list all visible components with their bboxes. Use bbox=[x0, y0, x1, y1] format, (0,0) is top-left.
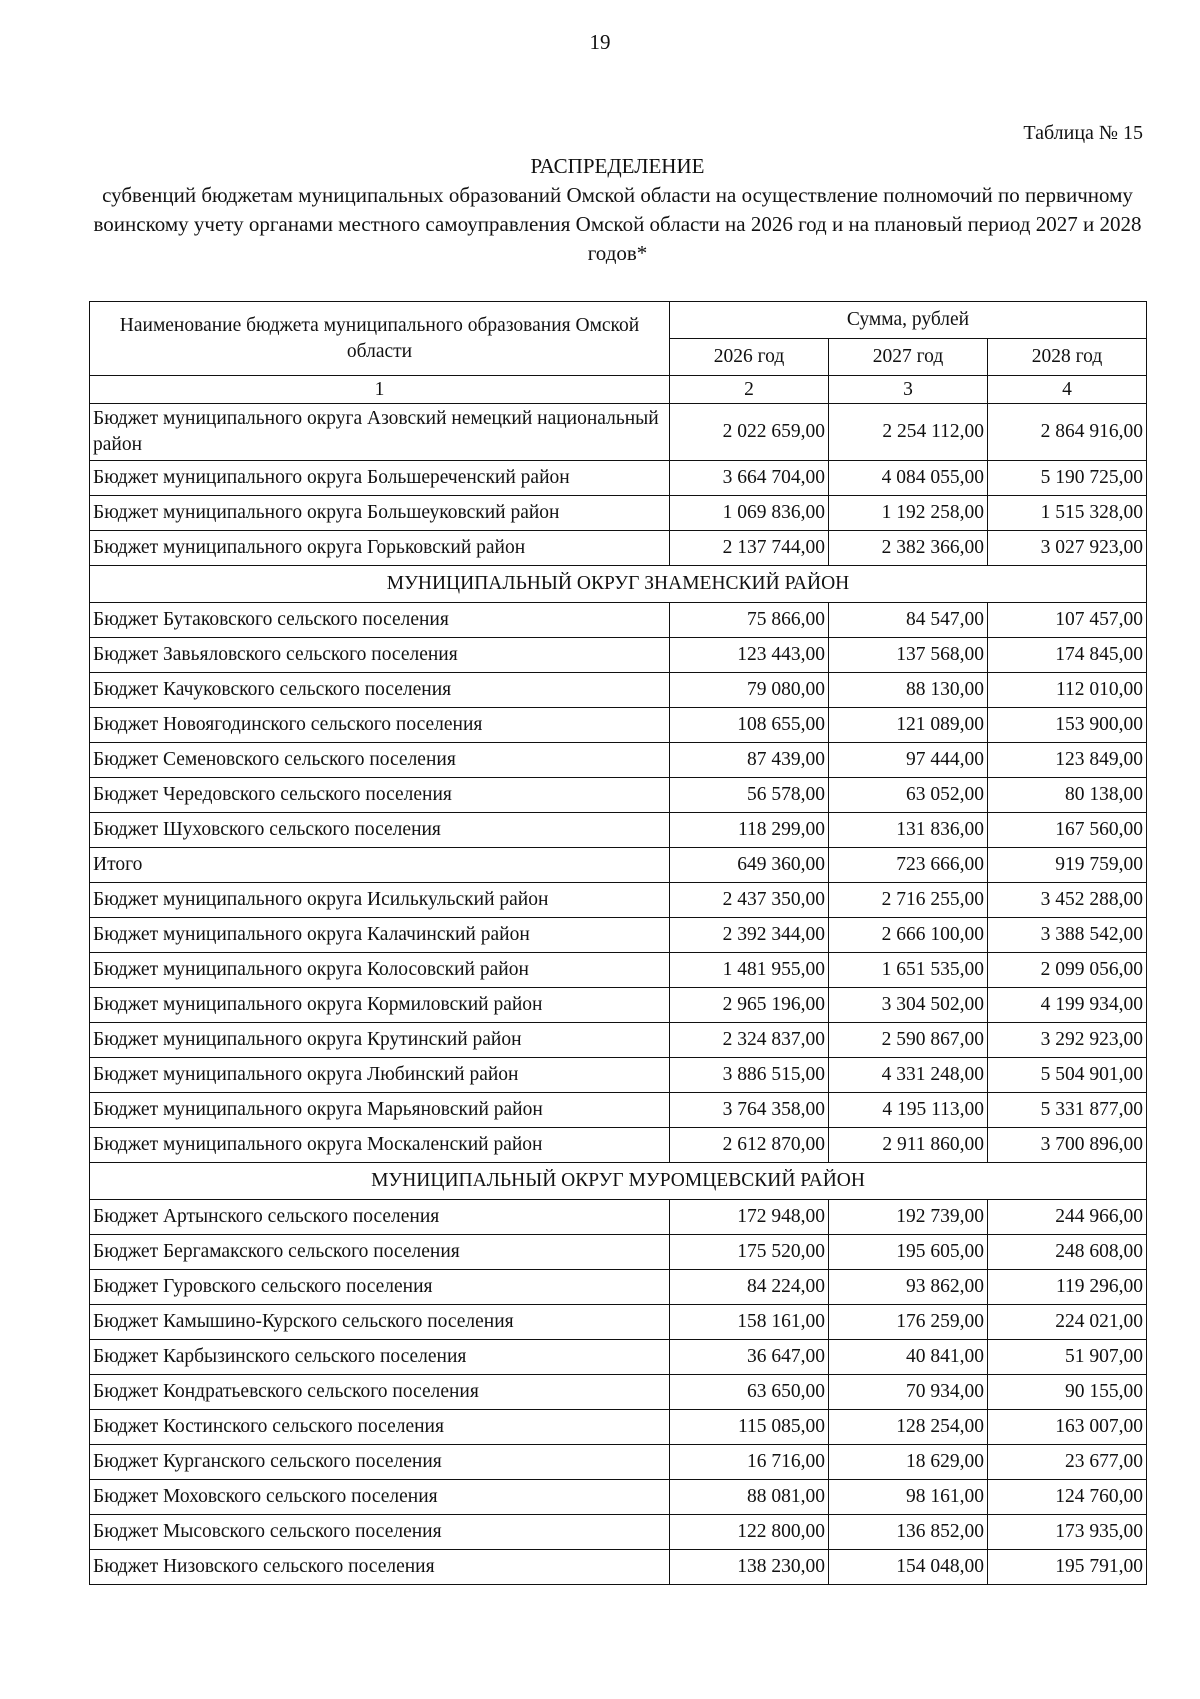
table-row bbox=[90, 743, 1147, 778]
budget-name-cell: Бюджет Кондратьевского сельского поселения bbox=[90, 1375, 670, 1410]
amount-2026-cell: 123 443,00 bbox=[670, 638, 829, 673]
table-row bbox=[90, 1200, 1147, 1235]
table-row bbox=[90, 1410, 1147, 1445]
amount-2028-cell: 174 845,00 bbox=[988, 638, 1147, 673]
amount-2027-cell: 70 934,00 bbox=[829, 1375, 988, 1410]
header-year-2026: 2026 год bbox=[670, 339, 829, 376]
amount-2026-cell: 649 360,00 bbox=[670, 848, 829, 883]
table-row bbox=[90, 918, 1147, 953]
amount-2028-cell: 163 007,00 bbox=[988, 1410, 1147, 1445]
budget-name-cell: Итого bbox=[90, 848, 670, 883]
amount-2026-cell: 2 137 744,00 bbox=[670, 531, 829, 566]
budget-name-cell: Бюджет Качуковского сельского поселения bbox=[90, 673, 670, 708]
amount-2028-cell: 23 677,00 bbox=[988, 1445, 1147, 1480]
amount-2027-cell: 195 605,00 bbox=[829, 1235, 988, 1270]
amount-2028-cell: 124 760,00 bbox=[988, 1480, 1147, 1515]
amount-2028-cell: 3 452 288,00 bbox=[988, 883, 1147, 918]
amount-2026-cell: 2 022 659,00 bbox=[670, 404, 829, 461]
table-row bbox=[90, 778, 1147, 813]
amount-2026-cell: 2 392 344,00 bbox=[670, 918, 829, 953]
amount-2027-cell: 93 862,00 bbox=[829, 1270, 988, 1305]
amount-2028-cell: 248 608,00 bbox=[988, 1235, 1147, 1270]
amount-2028-cell: 173 935,00 bbox=[988, 1515, 1147, 1550]
table-row bbox=[90, 708, 1147, 743]
amount-2026-cell: 108 655,00 bbox=[670, 708, 829, 743]
budget-name-cell: Бюджет Бергамакского сельского поселения bbox=[90, 1235, 670, 1270]
table-row bbox=[90, 496, 1147, 531]
subvention-table bbox=[89, 301, 1147, 1585]
amount-2028-cell: 3 700 896,00 bbox=[988, 1128, 1147, 1163]
amount-2026-cell: 87 439,00 bbox=[670, 743, 829, 778]
budget-name-cell: Бюджет муниципального округа Исилькульский район bbox=[90, 883, 670, 918]
table-row bbox=[90, 1270, 1147, 1305]
amount-2026-cell: 36 647,00 bbox=[670, 1340, 829, 1375]
amount-2028-cell: 80 138,00 bbox=[988, 778, 1147, 813]
amount-2027-cell: 1 651 535,00 bbox=[829, 953, 988, 988]
amount-2026-cell: 88 081,00 bbox=[670, 1480, 829, 1515]
column-index: 1 bbox=[90, 376, 670, 404]
section-row bbox=[90, 1163, 1147, 1200]
amount-2026-cell: 75 866,00 bbox=[670, 603, 829, 638]
budget-name-cell: Бюджет Курганского сельского поселения bbox=[90, 1445, 670, 1480]
amount-2028-cell: 112 010,00 bbox=[988, 673, 1147, 708]
amount-2027-cell: 723 666,00 bbox=[829, 848, 988, 883]
amount-2027-cell: 131 836,00 bbox=[829, 813, 988, 848]
amount-2028-cell: 153 900,00 bbox=[988, 708, 1147, 743]
table-row bbox=[90, 1058, 1147, 1093]
amount-2027-cell: 192 739,00 bbox=[829, 1200, 988, 1235]
amount-2028-cell: 1 515 328,00 bbox=[988, 496, 1147, 531]
amount-2028-cell: 119 296,00 bbox=[988, 1270, 1147, 1305]
amount-2027-cell: 2 254 112,00 bbox=[829, 404, 988, 461]
document-title bbox=[90, 152, 1145, 268]
amount-2026-cell: 84 224,00 bbox=[670, 1270, 829, 1305]
amount-2027-cell: 2 911 860,00 bbox=[829, 1128, 988, 1163]
budget-name-cell: Бюджет Костинского сельского поселения bbox=[90, 1410, 670, 1445]
amount-2028-cell: 90 155,00 bbox=[988, 1375, 1147, 1410]
amount-2028-cell: 5 331 877,00 bbox=[988, 1093, 1147, 1128]
amount-2028-cell: 2 864 916,00 bbox=[988, 404, 1147, 461]
amount-2026-cell: 2 965 196,00 bbox=[670, 988, 829, 1023]
table-row bbox=[90, 638, 1147, 673]
amount-2028-cell: 244 966,00 bbox=[988, 1200, 1147, 1235]
amount-2027-cell: 63 052,00 bbox=[829, 778, 988, 813]
budget-name-cell: Бюджет Чередовского сельского поселения bbox=[90, 778, 670, 813]
amount-2027-cell: 98 161,00 bbox=[829, 1480, 988, 1515]
amount-2028-cell: 224 021,00 bbox=[988, 1305, 1147, 1340]
budget-name-cell: Бюджет муниципального округа Любинский район bbox=[90, 1058, 670, 1093]
amount-2028-cell: 5 190 725,00 bbox=[988, 461, 1147, 496]
header-budget-name: Наименование бюджета муниципального образования Омской области bbox=[90, 302, 670, 376]
amount-2028-cell: 107 457,00 bbox=[988, 603, 1147, 638]
table-row bbox=[90, 603, 1147, 638]
table-row bbox=[90, 1093, 1147, 1128]
table-row bbox=[90, 1515, 1147, 1550]
amount-2027-cell: 128 254,00 bbox=[829, 1410, 988, 1445]
amount-2026-cell: 3 764 358,00 bbox=[670, 1093, 829, 1128]
amount-2026-cell: 3 664 704,00 bbox=[670, 461, 829, 496]
table-row bbox=[90, 1023, 1147, 1058]
budget-name-cell: Бюджет Карбызинского сельского поселения bbox=[90, 1340, 670, 1375]
header-year-2027: 2027 год bbox=[829, 339, 988, 376]
amount-2027-cell: 154 048,00 bbox=[829, 1550, 988, 1585]
header-year-2028: 2028 год bbox=[988, 339, 1147, 376]
amount-2028-cell: 2 099 056,00 bbox=[988, 953, 1147, 988]
budget-name-cell: Бюджет Гуровского сельского поселения bbox=[90, 1270, 670, 1305]
amount-2027-cell: 3 304 502,00 bbox=[829, 988, 988, 1023]
budget-name-cell: Бюджет Новоягодинского сельского поселения bbox=[90, 708, 670, 743]
amount-2026-cell: 122 800,00 bbox=[670, 1515, 829, 1550]
title-heading: РАСПРЕДЕЛЕНИЕ bbox=[530, 154, 705, 178]
amount-2026-cell: 118 299,00 bbox=[670, 813, 829, 848]
amount-2027-cell: 2 666 100,00 bbox=[829, 918, 988, 953]
amount-2028-cell: 3 388 542,00 bbox=[988, 918, 1147, 953]
page-number: 19 bbox=[589, 30, 611, 54]
budget-name-cell: Бюджет Камышино-Курского сельского поселения bbox=[90, 1305, 670, 1340]
table-label: Таблица № 15 bbox=[1023, 122, 1143, 144]
amount-2027-cell: 137 568,00 bbox=[829, 638, 988, 673]
table-body bbox=[90, 404, 1147, 1585]
amount-2028-cell: 3 027 923,00 bbox=[988, 531, 1147, 566]
table-row bbox=[90, 1340, 1147, 1375]
amount-2027-cell: 136 852,00 bbox=[829, 1515, 988, 1550]
budget-name-cell: Бюджет Бутаковского сельского поселения bbox=[90, 603, 670, 638]
amount-2026-cell: 63 650,00 bbox=[670, 1375, 829, 1410]
budget-name-cell: Бюджет муниципального округа Москаленский район bbox=[90, 1128, 670, 1163]
header-sum: Сумма, рублей bbox=[670, 302, 1147, 339]
amount-2028-cell: 195 791,00 bbox=[988, 1550, 1147, 1585]
table-row bbox=[90, 953, 1147, 988]
budget-name-cell: Бюджет муниципального округа Кормиловский район bbox=[90, 988, 670, 1023]
budget-name-cell: Бюджет муниципального округа Большеуковский район bbox=[90, 496, 670, 531]
budget-name-cell: Бюджет муниципального округа Калачинский район bbox=[90, 918, 670, 953]
amount-2028-cell: 123 849,00 bbox=[988, 743, 1147, 778]
column-index: 2 bbox=[670, 376, 829, 404]
amount-2027-cell: 88 130,00 bbox=[829, 673, 988, 708]
table-row bbox=[90, 1235, 1147, 1270]
amount-2028-cell: 919 759,00 bbox=[988, 848, 1147, 883]
amount-2027-cell: 2 590 867,00 bbox=[829, 1023, 988, 1058]
amount-2028-cell: 167 560,00 bbox=[988, 813, 1147, 848]
budget-name-cell: Бюджет Шуховского сельского поселения bbox=[90, 813, 670, 848]
amount-2027-cell: 40 841,00 bbox=[829, 1340, 988, 1375]
amount-2028-cell: 5 504 901,00 bbox=[988, 1058, 1147, 1093]
amount-2027-cell: 121 089,00 bbox=[829, 708, 988, 743]
amount-2026-cell: 1 481 955,00 bbox=[670, 953, 829, 988]
section-row bbox=[90, 566, 1147, 603]
amount-2027-cell: 4 331 248,00 bbox=[829, 1058, 988, 1093]
amount-2026-cell: 115 085,00 bbox=[670, 1410, 829, 1445]
amount-2026-cell: 3 886 515,00 bbox=[670, 1058, 829, 1093]
budget-name-cell: Бюджет Завьяловского сельского поселения bbox=[90, 638, 670, 673]
title-description: субвенций бюджетам муниципальных образований Омской области на осуществление полномочий по первичному воинскому учету органами местного самоуправления Омской области на 2026 год и на плановый период 2027 и 2028 годов* bbox=[93, 183, 1142, 265]
amount-2027-cell: 1 192 258,00 bbox=[829, 496, 988, 531]
amount-2027-cell: 97 444,00 bbox=[829, 743, 988, 778]
budget-name-cell: Бюджет Моховского сельского поселения bbox=[90, 1480, 670, 1515]
amount-2026-cell: 16 716,00 bbox=[670, 1445, 829, 1480]
table-row bbox=[90, 461, 1147, 496]
table-row bbox=[90, 813, 1147, 848]
amount-2027-cell: 2 716 255,00 bbox=[829, 883, 988, 918]
table-row bbox=[90, 1375, 1147, 1410]
budget-name-cell: Бюджет муниципального округа Большереченский район bbox=[90, 461, 670, 496]
amount-2026-cell: 79 080,00 bbox=[670, 673, 829, 708]
amount-2027-cell: 4 084 055,00 bbox=[829, 461, 988, 496]
amount-2027-cell: 2 382 366,00 bbox=[829, 531, 988, 566]
section-title: МУНИЦИПАЛЬНЫЙ ОКРУГ ЗНАМЕНСКИЙ РАЙОН bbox=[90, 566, 1147, 603]
budget-name-cell: Бюджет муниципального округа Горьковский район bbox=[90, 531, 670, 566]
table-row bbox=[90, 1128, 1147, 1163]
amount-2026-cell: 175 520,00 bbox=[670, 1235, 829, 1270]
table-row bbox=[90, 531, 1147, 566]
budget-name-cell: Бюджет муниципального округа Марьяновский район bbox=[90, 1093, 670, 1128]
amount-2026-cell: 1 069 836,00 bbox=[670, 496, 829, 531]
amount-2026-cell: 158 161,00 bbox=[670, 1305, 829, 1340]
table-row bbox=[90, 1480, 1147, 1515]
column-index: 4 bbox=[988, 376, 1147, 404]
table-row bbox=[90, 1550, 1147, 1585]
amount-2027-cell: 4 195 113,00 bbox=[829, 1093, 988, 1128]
table-row bbox=[90, 1445, 1147, 1480]
amount-2026-cell: 2 612 870,00 bbox=[670, 1128, 829, 1163]
budget-name-cell: Бюджет муниципального округа Азовский немецкий национальный район bbox=[90, 404, 670, 461]
amount-2026-cell: 2 324 837,00 bbox=[670, 1023, 829, 1058]
amount-2026-cell: 172 948,00 bbox=[670, 1200, 829, 1235]
table-row bbox=[90, 848, 1147, 883]
amount-2026-cell: 56 578,00 bbox=[670, 778, 829, 813]
budget-name-cell: Бюджет Мысовского сельского поселения bbox=[90, 1515, 670, 1550]
amount-2026-cell: 138 230,00 bbox=[670, 1550, 829, 1585]
amount-2028-cell: 51 907,00 bbox=[988, 1340, 1147, 1375]
table-row bbox=[90, 673, 1147, 708]
budget-name-cell: Бюджет муниципального округа Колосовский район bbox=[90, 953, 670, 988]
amount-2026-cell: 2 437 350,00 bbox=[670, 883, 829, 918]
budget-name-cell: Бюджет муниципального округа Крутинский район bbox=[90, 1023, 670, 1058]
budget-name-cell: Бюджет Артынского сельского поселения bbox=[90, 1200, 670, 1235]
table-row bbox=[90, 1305, 1147, 1340]
table-row bbox=[90, 883, 1147, 918]
budget-name-cell: Бюджет Низовского сельского поселения bbox=[90, 1550, 670, 1585]
table-row bbox=[90, 988, 1147, 1023]
amount-2028-cell: 4 199 934,00 bbox=[988, 988, 1147, 1023]
section-title: МУНИЦИПАЛЬНЫЙ ОКРУГ МУРОМЦЕВСКИЙ РАЙОН bbox=[90, 1163, 1147, 1200]
budget-name-cell: Бюджет Семеновского сельского поселения bbox=[90, 743, 670, 778]
amount-2027-cell: 84 547,00 bbox=[829, 603, 988, 638]
table-row bbox=[90, 404, 1147, 461]
column-index: 3 bbox=[829, 376, 988, 404]
amount-2027-cell: 176 259,00 bbox=[829, 1305, 988, 1340]
amount-2028-cell: 3 292 923,00 bbox=[988, 1023, 1147, 1058]
amount-2027-cell: 18 629,00 bbox=[829, 1445, 988, 1480]
